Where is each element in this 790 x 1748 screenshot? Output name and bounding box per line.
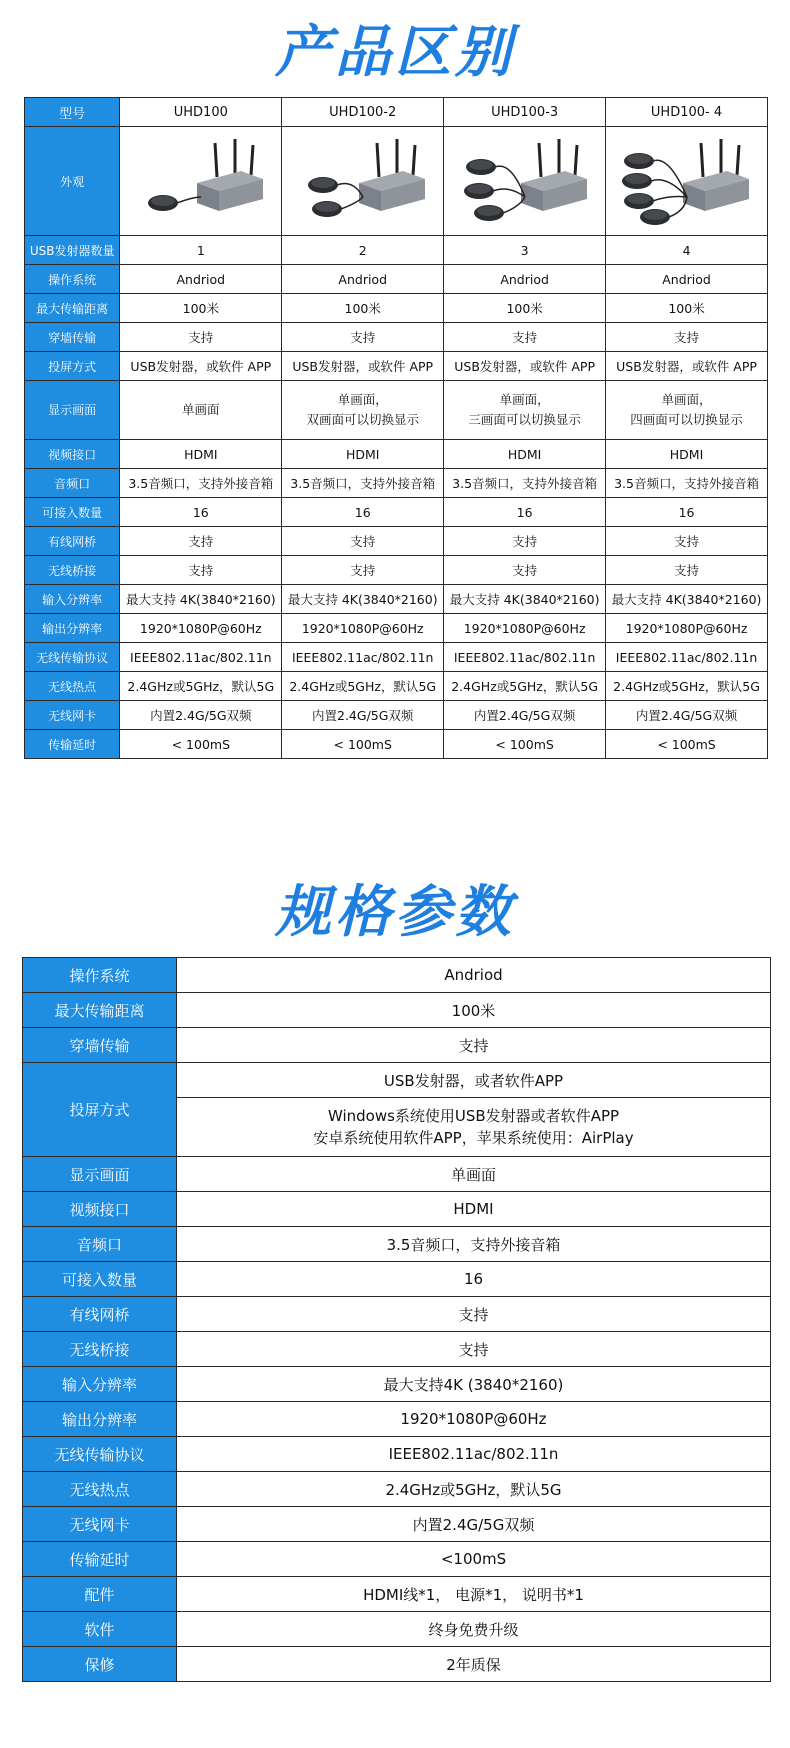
row-label: 可接入数量 xyxy=(25,498,120,527)
row-label: 外观 xyxy=(25,127,120,236)
row-label: 无线热点 xyxy=(25,672,120,701)
cell-value xyxy=(606,381,768,440)
spec-value: Andriod xyxy=(177,958,771,993)
spec-label: 无线桥接 xyxy=(23,1332,177,1367)
spec-value: USB发射器，或者软件APP xyxy=(177,1063,771,1098)
compare-row xyxy=(25,730,768,759)
spec-value: 内置2.4G/5G双频 xyxy=(177,1507,771,1542)
receiver-icon xyxy=(197,139,263,211)
spec-value: IEEE802.11ac/802.11n xyxy=(177,1437,771,1472)
spec-value: 终身免费升级 xyxy=(177,1612,771,1647)
receiver-icon xyxy=(683,139,749,211)
model-name: UHD100-3 xyxy=(444,98,606,127)
cell-value: 3.5音频口，支持外接音箱 xyxy=(282,469,444,498)
spec-row xyxy=(23,958,771,993)
spec-row xyxy=(23,1157,771,1192)
cell-value: HDMI xyxy=(120,440,282,469)
cell-value: 最大支持 4K(3840*2160) xyxy=(120,585,282,614)
product-difference-title: 产品区别 xyxy=(275,20,515,85)
spec-row-cast xyxy=(23,1063,771,1098)
compare-row xyxy=(25,469,768,498)
compare-row xyxy=(25,701,768,730)
cell-value: 支持 xyxy=(282,527,444,556)
row-label: 输出分辨率 xyxy=(25,614,120,643)
spec-value: HDMI线*1， 电源*1， 说明书*1 xyxy=(177,1577,771,1612)
model-name: UHD100 xyxy=(120,98,282,127)
product-image xyxy=(282,127,444,236)
row-label: 穿墙传输 xyxy=(25,323,120,352)
compare-row xyxy=(25,294,768,323)
cell-value: 16 xyxy=(282,498,444,527)
row-label: 无线传输协议 xyxy=(25,643,120,672)
spec-row xyxy=(23,1192,771,1227)
cell-value: 100米 xyxy=(606,294,768,323)
cell-value: 2.4GHz或5GHz，默认5G xyxy=(120,672,282,701)
compare-row xyxy=(25,556,768,585)
compare-image-row xyxy=(25,127,768,236)
cell-value: 3.5音频口，支持外接音箱 xyxy=(120,469,282,498)
cell-value: 2 xyxy=(282,236,444,265)
usb-transmitter-icon xyxy=(464,183,525,199)
cell-value: 100米 xyxy=(120,294,282,323)
spec-label: 配件 xyxy=(23,1577,177,1612)
spec-row xyxy=(23,1297,771,1332)
spec-row xyxy=(23,1647,771,1682)
cell-value: HDMI xyxy=(606,440,768,469)
cell-value: 支持 xyxy=(282,323,444,352)
spec-label: 最大传输距离 xyxy=(23,993,177,1028)
cell-line: 双画面可以切换显示 xyxy=(306,412,419,427)
spec-value: 单画面 xyxy=(177,1157,771,1192)
cell-line: 单画面 xyxy=(182,402,220,417)
cell-value: 内置2.4G/5G双频 xyxy=(444,701,606,730)
cell-line: 安卓系统使用软件APP，苹果系统使用：AirPlay xyxy=(313,1129,634,1147)
cell-value xyxy=(282,381,444,440)
compare-row xyxy=(25,440,768,469)
spec-label: 保修 xyxy=(23,1647,177,1682)
usb-transmitter-icon xyxy=(474,197,525,221)
spec-value: 支持 xyxy=(177,1028,771,1063)
spec-row xyxy=(23,1367,771,1402)
product-image xyxy=(120,127,282,236)
receiver-icon xyxy=(359,139,425,211)
compare-row xyxy=(25,614,768,643)
compare-row xyxy=(25,585,768,614)
spec-label: 视频接口 xyxy=(23,1192,177,1227)
compare-row-display xyxy=(25,381,768,440)
compare-row xyxy=(25,672,768,701)
receiver-icon xyxy=(521,139,587,211)
spec-value: 16 xyxy=(177,1262,771,1297)
cell-value: Andriod xyxy=(606,265,768,294)
cell-value: 1920*1080P@60Hz xyxy=(444,614,606,643)
spec-value xyxy=(177,1098,771,1157)
spec-value: HDMI xyxy=(177,1192,771,1227)
device-illustration xyxy=(297,133,429,229)
spec-label: 操作系统 xyxy=(23,958,177,993)
cell-value: IEEE802.11ac/802.11n xyxy=(444,643,606,672)
spec-label: 显示画面 xyxy=(23,1157,177,1192)
row-label: 型号 xyxy=(25,98,120,127)
cell-value: 内置2.4G/5G双频 xyxy=(282,701,444,730)
row-label: 投屏方式 xyxy=(25,352,120,381)
cell-line: 三画面可以切换显示 xyxy=(468,412,581,427)
spec-value: 支持 xyxy=(177,1297,771,1332)
compare-row xyxy=(25,236,768,265)
product-image xyxy=(606,127,768,236)
cell-value: < 100mS xyxy=(444,730,606,759)
cell-line: Windows系统使用USB发射器或者软件APP xyxy=(327,1107,620,1125)
cell-value: 最大支持 4K(3840*2160) xyxy=(282,585,444,614)
device-illustration xyxy=(459,133,591,229)
cell-value: IEEE802.11ac/802.11n xyxy=(606,643,768,672)
cell-value: 2.4GHz或5GHz，默认5G xyxy=(282,672,444,701)
cell-value: 16 xyxy=(444,498,606,527)
compare-header-row xyxy=(25,98,768,127)
cell-value: 3.5音频口，支持外接音箱 xyxy=(606,469,768,498)
spec-value: 2年质保 xyxy=(177,1647,771,1682)
spec-value: 支持 xyxy=(177,1332,771,1367)
row-label: 输入分辨率 xyxy=(25,585,120,614)
row-label: 音频口 xyxy=(25,469,120,498)
spec-label: 无线热点 xyxy=(23,1472,177,1507)
compare-row xyxy=(25,498,768,527)
cell-value: 4 xyxy=(606,236,768,265)
cell-value: 支持 xyxy=(444,527,606,556)
cell-value: Andriod xyxy=(444,265,606,294)
cell-value: 内置2.4G/5G双频 xyxy=(606,701,768,730)
cell-value: 1920*1080P@60Hz xyxy=(282,614,444,643)
model-name: UHD100-2 xyxy=(282,98,444,127)
spec-row xyxy=(23,1507,771,1542)
device-illustration xyxy=(135,133,267,229)
cell-value: 16 xyxy=(606,498,768,527)
spec-row xyxy=(23,1542,771,1577)
spec-value: 2.4GHz或5GHz，默认5G xyxy=(177,1472,771,1507)
spec-label: 穿墙传输 xyxy=(23,1028,177,1063)
spec-value: <100mS xyxy=(177,1542,771,1577)
cell-line: 单画面， xyxy=(337,392,388,407)
row-label: 无线网卡 xyxy=(25,701,120,730)
spec-label: 投屏方式 xyxy=(23,1063,177,1157)
spec-row xyxy=(23,1472,771,1507)
spec-row xyxy=(23,1227,771,1262)
spec-title: 规格参数 xyxy=(275,880,515,945)
spec-label: 有线网桥 xyxy=(23,1297,177,1332)
cell-value: 1920*1080P@60Hz xyxy=(606,614,768,643)
compare-row xyxy=(25,323,768,352)
cell-value: < 100mS xyxy=(120,730,282,759)
cell-value: 1 xyxy=(120,236,282,265)
cell-value: 100米 xyxy=(444,294,606,323)
row-label: 操作系统 xyxy=(25,265,120,294)
cell-value: 3 xyxy=(444,236,606,265)
row-label: 显示画面 xyxy=(25,381,120,440)
row-label: 最大传输距离 xyxy=(25,294,120,323)
spec-label: 无线传输协议 xyxy=(23,1437,177,1472)
compare-row xyxy=(25,352,768,381)
spec-label: 可接入数量 xyxy=(23,1262,177,1297)
model-name: UHD100- 4 xyxy=(606,98,768,127)
cell-value: 支持 xyxy=(444,556,606,585)
device-illustration xyxy=(621,133,753,229)
spec-label: 输出分辨率 xyxy=(23,1402,177,1437)
cell-value: < 100mS xyxy=(606,730,768,759)
usb-transmitter-icon xyxy=(308,177,363,197)
row-label: 传输延时 xyxy=(25,730,120,759)
cell-value: IEEE802.11ac/802.11n xyxy=(282,643,444,672)
cell-value: 支持 xyxy=(120,527,282,556)
spec-label: 输入分辨率 xyxy=(23,1367,177,1402)
cell-value: 16 xyxy=(120,498,282,527)
cell-line: 单画面， xyxy=(499,392,550,407)
product-image xyxy=(444,127,606,236)
compare-row xyxy=(25,643,768,672)
cell-value: USB发射器，或软件 APP xyxy=(606,352,768,381)
row-label: 视频接口 xyxy=(25,440,120,469)
spec-row xyxy=(23,1402,771,1437)
spec-row xyxy=(23,1437,771,1472)
cell-value: 支持 xyxy=(606,556,768,585)
cell-value: 最大支持 4K(3840*2160) xyxy=(444,585,606,614)
spec-value: 1920*1080P@60Hz xyxy=(177,1402,771,1437)
cell-value: USB发射器，或软件 APP xyxy=(444,352,606,381)
spec-label: 音频口 xyxy=(23,1227,177,1262)
cell-value: 3.5音频口，支持外接音箱 xyxy=(444,469,606,498)
cell-value: 1920*1080P@60Hz xyxy=(120,614,282,643)
cell-value: 支持 xyxy=(606,323,768,352)
spec-label: 传输延时 xyxy=(23,1542,177,1577)
cell-value: Andriod xyxy=(120,265,282,294)
compare-row xyxy=(25,265,768,294)
spec-label: 无线网卡 xyxy=(23,1507,177,1542)
spec-row xyxy=(23,1028,771,1063)
cell-value: HDMI xyxy=(444,440,606,469)
spec-row xyxy=(23,993,771,1028)
cell-value xyxy=(444,381,606,440)
cell-value: < 100mS xyxy=(282,730,444,759)
cell-value: IEEE802.11ac/802.11n xyxy=(120,643,282,672)
cell-value: USB发射器，或软件 APP xyxy=(120,352,282,381)
usb-transmitter-icon xyxy=(312,197,363,217)
cell-value: 支持 xyxy=(606,527,768,556)
row-label: 有线网桥 xyxy=(25,527,120,556)
cell-value: 支持 xyxy=(444,323,606,352)
row-label: USB发射器数量 xyxy=(25,236,120,265)
cell-value: HDMI xyxy=(282,440,444,469)
cell-value: 100米 xyxy=(282,294,444,323)
cell-value: 2.4GHz或5GHz，默认5G xyxy=(444,672,606,701)
cell-value: Andriod xyxy=(282,265,444,294)
row-label: 无线桥接 xyxy=(25,556,120,585)
cell-line: 单画面， xyxy=(661,392,712,407)
cell-line: 四画面可以切换显示 xyxy=(630,412,743,427)
spec-value: 3.5音频口，支持外接音箱 xyxy=(177,1227,771,1262)
cell-value: 2.4GHz或5GHz，默认5G xyxy=(606,672,768,701)
cell-value: 支持 xyxy=(120,323,282,352)
spec-value: 最大支持4K (3840*2160) xyxy=(177,1367,771,1402)
spec-row xyxy=(23,1577,771,1612)
spec-row xyxy=(23,1332,771,1367)
compare-row xyxy=(25,527,768,556)
cell-value: USB发射器，或软件 APP xyxy=(282,352,444,381)
spec-label: 软件 xyxy=(23,1612,177,1647)
spec-row xyxy=(23,1612,771,1647)
cell-value: 内置2.4G/5G双频 xyxy=(120,701,282,730)
spec-value: 100米 xyxy=(177,993,771,1028)
cell-value: 支持 xyxy=(282,556,444,585)
usb-transmitter-icon xyxy=(148,195,201,211)
spec-table xyxy=(22,957,771,1682)
spec-row xyxy=(23,1262,771,1297)
cell-value: 支持 xyxy=(120,556,282,585)
cell-value xyxy=(120,381,282,440)
comparison-table xyxy=(24,97,768,759)
cell-value: 最大支持 4K(3840*2160) xyxy=(606,585,768,614)
usb-transmitter-icon xyxy=(624,193,687,209)
